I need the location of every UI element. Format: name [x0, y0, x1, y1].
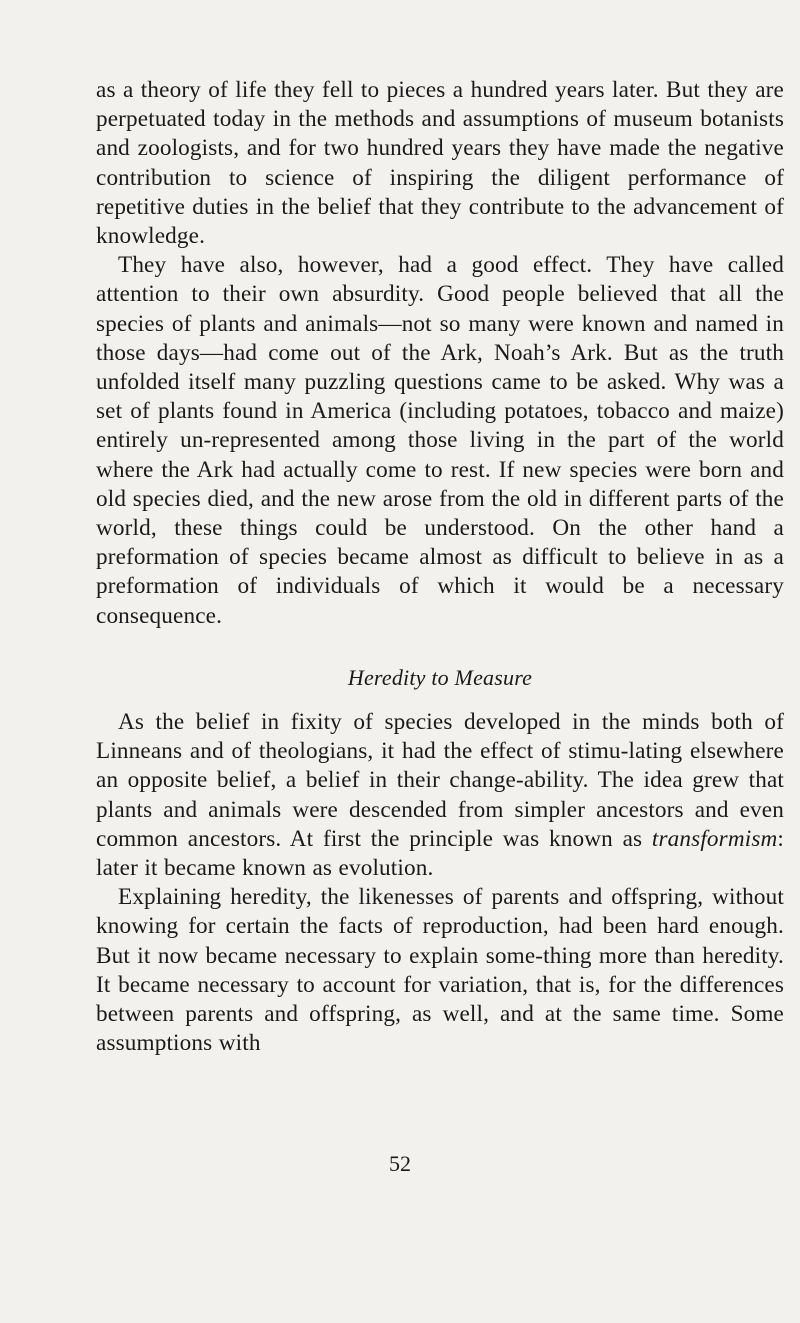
paragraph-3 — [96, 708, 784, 883]
paragraph-3-term: transformism — [651, 825, 778, 852]
page-body — [96, 76, 784, 1059]
page-number: 52 — [389, 1151, 411, 1176]
paragraph-3-text-b: : later it became known as evolution. — [96, 825, 784, 882]
paragraph-3-text-a: As the belief in fixity of species developed in the minds both of Linneans and of theologians, it had the effect of stimu-lating elsewhere an opposite belief, a belief in their change-ability. The idea grew that plants and animals were descended from simpler ancestors and even common ancestors. At first the principle was known as — [96, 709, 784, 852]
paragraph-4: Explaining heredity, the likenesses of parents and offspring, without knowing for certain the facts of reproduction, had been hard enough. But it now became necessary to explain some-thing more than heredity. It became necessary to account for variation, that is, for the differences between parents and offspring, as well, and at the same time. Some assumptions with — [96, 884, 784, 1057]
paragraph-2: They have also, however, had a good effect. They have called attention to their own absurdity. Good people believed that all the species of plants and animals—not so many were known and named in those days—had come out of the Ark, Noah’s Ark. But as the truth unfolded itself many puzzling questions came to be asked. Why was a set of plants found in America (including potatoes, tobacco and maize) entirely un-represented among those living in the part of the world where the Ark had actually come to rest. If new species were born and old species died, and the new arose from the old in different parts of the world, these things could be understood. On the other hand a preformation of species became almost as difficult to believe in as a preformation of individuals of which it would be a necessary consequence. — [96, 252, 784, 629]
section-heading: Heredity to Measure — [347, 664, 533, 690]
paragraph-1: as a theory of life they fell to pieces a hundred years later. But they are perpetuated today in the methods and assumptions of museum botanists and zoologists, and for two hundred years they have made the negative contribution to science of inspiring the diligent performance of repetitive duties in the belief that they contribute to the advancement of knowledge. — [96, 77, 784, 250]
